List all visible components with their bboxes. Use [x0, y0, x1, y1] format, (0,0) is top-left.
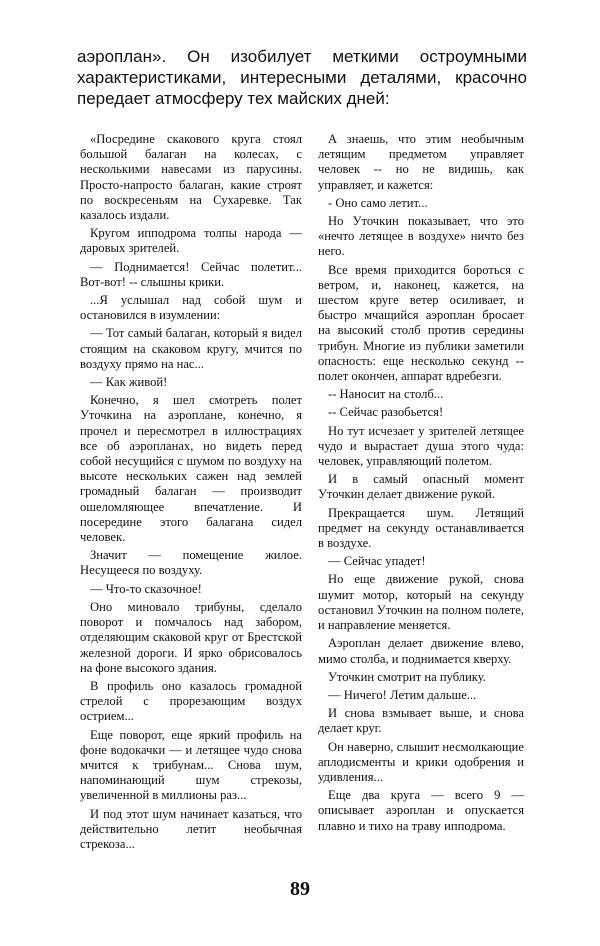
intro-paragraph — [77, 46, 527, 109]
paragraph: Значит — помещение жилое. Несущееся по воздуху. — [80, 548, 302, 578]
paragraph: А знаешь, что этим необычным летящим предметом управляет человек -- но не видишь, как управляет, и кажется: — [318, 132, 524, 192]
page-number: 89 — [290, 878, 310, 900]
paragraph: Кругом ипподрома толпы народа — даровых зрителей. — [80, 226, 302, 256]
paragraph: И под этот шум начинает казаться, что действительно летит необычная стрекоза... — [80, 806, 302, 851]
paragraph: Но тут исчезает у зрителей летящее чудо и вырастает душа этого чуда: человек, управляющий полетом. — [318, 423, 524, 469]
paragraph: Аэроплан делает движение влево, мимо столба, и поднимается кверху. — [318, 636, 524, 666]
paragraph: Оно миновало трибуны, сделало поворот и помчалось над забором, отделяющим скаковой круг от Брестской железной дороги. И ярко обрисовалось на фоне высокого здания. — [80, 599, 302, 675]
paragraph: Но Уточкин показывает, что это «нечто летящее в воздухе» ничто без него. — [318, 214, 524, 259]
paragraph: ...Я услышал над собой шум и остановился в изумлении: — [80, 293, 302, 323]
paragraph: И снова взмывает выше, и снова делает круг. — [318, 706, 524, 736]
paragraph: — Поднимается! Сейчас полетит... Вот-вот! -- слышны крики. — [80, 259, 302, 289]
paragraph: — Ничего! Летим дальше... — [328, 687, 477, 702]
intro-text: аэроплан». Он изобилует меткими остроумными характеристиками, интересными деталями, красочно передает атмосферу тех майских дней: — [77, 47, 527, 108]
paragraph: - Оно само летит... — [328, 195, 428, 210]
paragraph: И в самый опасный момент Уточкин делает движение рукой. — [318, 472, 524, 502]
paragraph: Конечно, я шел смотреть полет Уточкина на аэроплане, конечно, я прочел и пересмотрел в иллюстрациях все об аэропланах, но видеть перед собой несущийся с шумом по воздуху на высоте нескольких сажен над землей громадный балаган — производит ошеломляющее впечатление. И посередине этого балагана сидел человек. — [80, 393, 302, 545]
left-column — [80, 132, 302, 855]
paragraph: В профиль оно казалось громадной стрелой с прорезающим воздух острием... — [80, 678, 302, 724]
paragraph: «Посредине скакового круга стоял большой балаган на колесах, с несколькими навесами из парусины. Просто-напросто балаган, какие строят по воскресеньям на Сухаревке. Так казалось издали. — [80, 132, 302, 223]
paragraph: Но еще движение рукой, снова шумит мотор, который на секунду остановил Уточкин на полном полете, и направление меняется. — [318, 572, 524, 633]
paragraph: — Что-то сказочное! — [90, 581, 202, 596]
paragraph: Прекращается шум. Летящий предмет на секунду останавливается в воздухе. — [318, 505, 524, 551]
right-column — [318, 132, 524, 837]
paragraph: Он наверно, слышит несмолкающие аплодисменты и крики одобрения и удивления... — [318, 739, 524, 784]
paragraph: Еще два круга — всего 9 — описывает аэроплан и опускается плавно и тихо на траву ипподрома. — [318, 788, 524, 833]
paragraph: -- Сейчас разобьется! — [328, 405, 444, 420]
paragraph: — Как живой! — [90, 375, 168, 390]
paragraph: Уточкин смотрит на публику. — [328, 669, 486, 684]
paragraph: -- Наносит на столб... — [328, 387, 444, 402]
paragraph: — Тот самый балаган, который я видел стоящим на скаковом кругу, мчится по воздуху прямо на нас... — [80, 326, 302, 371]
paragraph: Все время приходится бороться с ветром, и, наконец, кажется, на шестом круге ветер осиливает, и быстро мчащийся аэроплан бросает на высокий столб против середины трибун. Многие из публики заметили опасность: еще несколько секунд -- полет окончен, аппарат вдребезги. — [318, 262, 524, 384]
paragraph: Еще поворот, еще яркий профиль на фоне водокачки — и летящее чудо снова мчится к трибунам... Снова шум, напоминающий шум стрекозы, увеличенной в миллионы раз... — [80, 727, 302, 803]
paragraph: — Сейчас упадет! — [328, 554, 426, 569]
